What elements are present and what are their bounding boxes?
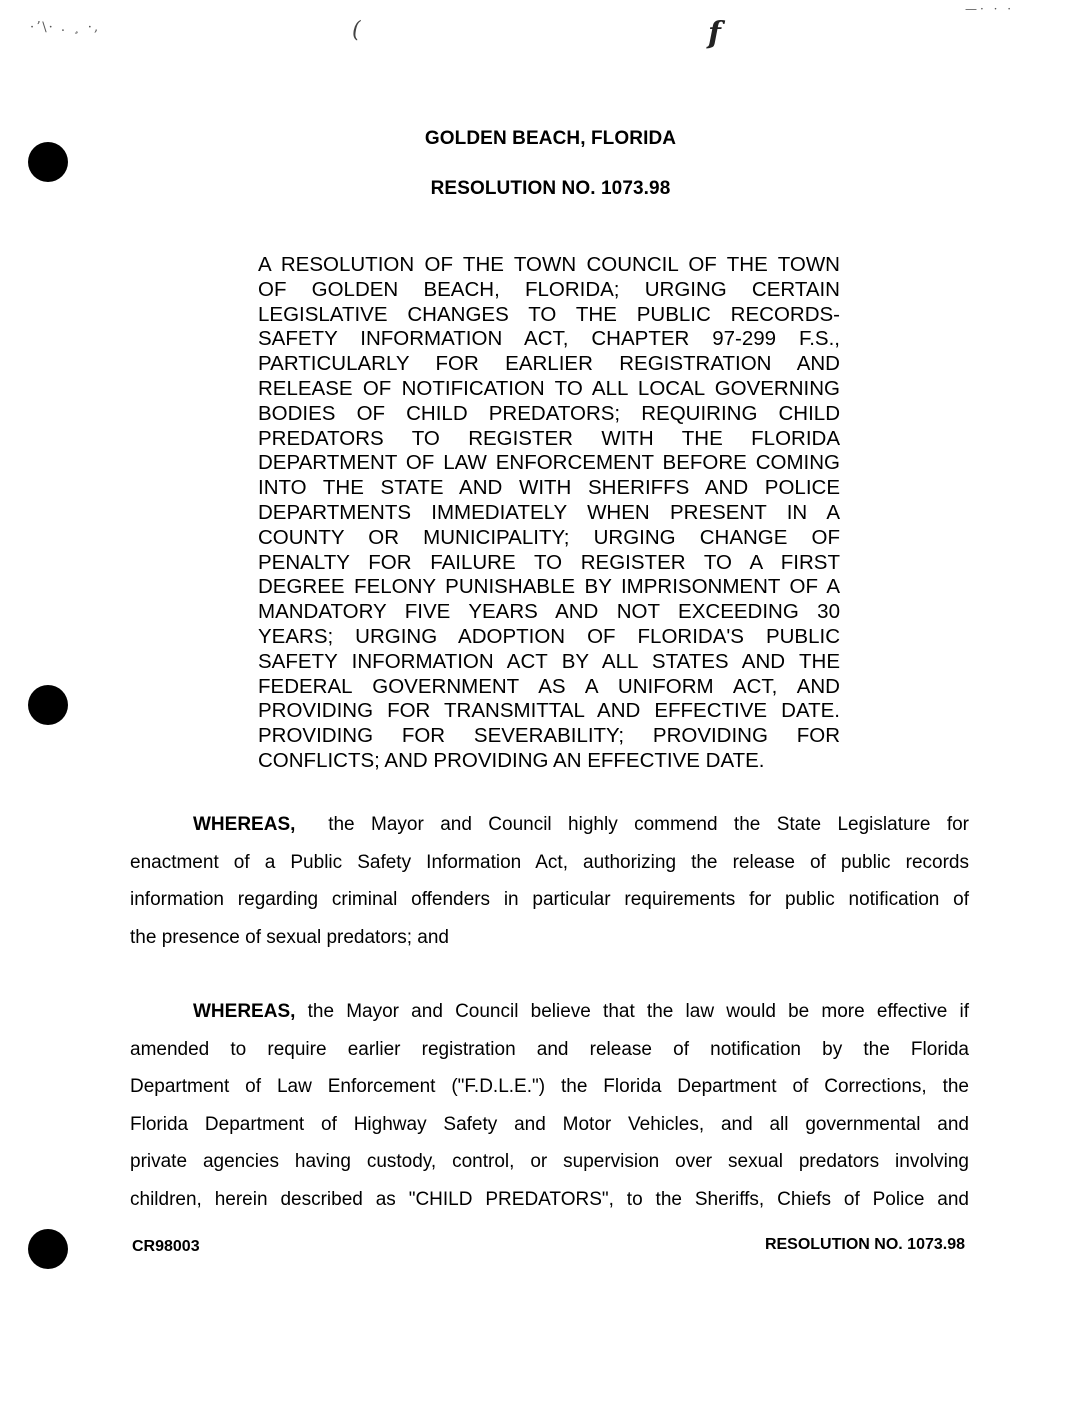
city-heading: GOLDEN BEACH, FLORIDA — [424, 128, 677, 149]
title-line: SAFETY INFORMATION ACT BY ALL STATES AND THE — [258, 649, 840, 673]
whereas-lead: WHEREAS, — [193, 1001, 296, 1022]
scan-artifact: ( — [352, 18, 361, 43]
paragraph-line: Department of Law Enforcement ("F.D.L.E.") the Florida Department of Corrections, the — [130, 1076, 969, 1097]
title-line: PROVIDING FOR TRANSMITTAL AND EFFECTIVE DATE. — [258, 699, 840, 723]
resolution-number-heading: RESOLUTION NO. 1073.98 — [430, 178, 671, 199]
paragraph-line: enactment of a Public Safety Information Act, authorizing the release of public records — [130, 851, 969, 873]
punch-hole-icon — [28, 685, 68, 725]
resolution-title-block — [258, 253, 840, 774]
title-line: SAFETY INFORMATION ACT, CHAPTER 97-299 F.S., — [258, 327, 840, 351]
scan-artifact: f — [708, 16, 721, 51]
title-line: LEGISLATIVE CHANGES TO THE PUBLIC RECORDS- — [258, 302, 840, 326]
paragraph-line: information regarding criminal offenders in particular requirements for public notification of — [130, 889, 969, 910]
paragraph-line: private agencies having custody, control, or supervision over sexual predators involving — [130, 1151, 969, 1172]
title-line: PROVIDING FOR SEVERABILITY; PROVIDING FOR — [258, 724, 840, 748]
footer-doc-code: CR98003 — [132, 1238, 200, 1255]
title-line: PARTICULARLY FOR EARLIER REGISTRATION AND — [258, 352, 840, 376]
title-line: PENALTY FOR FAILURE TO REGISTER TO A FIRST — [258, 550, 840, 574]
title-line: FEDERAL GOVERNMENT AS A UNIFORM ACT, AND — [258, 674, 840, 698]
title-line: MANDATORY FIVE YEARS AND NOT EXCEEDING 30 — [258, 600, 840, 624]
title-line: CONFLICTS; AND PROVIDING AN EFFECTIVE DATE. — [258, 748, 765, 772]
whereas-paragraph — [130, 993, 969, 1218]
title-line: BODIES OF CHILD PREDATORS; REQUIRING CHILD — [258, 401, 840, 425]
title-line: DEGREE FELONY PUNISHABLE BY IMPRISONMENT OF A — [258, 575, 840, 599]
scan-artifact: ·ʼ\· . ¸ ·, — [30, 20, 101, 35]
paragraph-line: Florida Department of Highway Safety and Motor Vehicles, and all governmental and — [130, 1113, 969, 1135]
paragraph-line — [130, 993, 969, 1031]
title-line: DEPARTMENTS IMMEDIATELY WHEN PRESENT IN A — [258, 500, 840, 524]
title-line: A RESOLUTION OF THE TOWN COUNCIL OF THE TOWN — [258, 253, 840, 276]
title-line: PREDATORS TO REGISTER WITH THE FLORIDA — [258, 426, 840, 450]
whereas-paragraph — [130, 806, 969, 956]
title-line: INTO THE STATE AND WITH SHERIFFS AND POLICE — [258, 476, 840, 500]
scan-artifact: —· · · — [965, 2, 1015, 16]
paragraph-line: the presence of sexual predators; and — [130, 926, 449, 948]
title-line: RELEASE OF NOTIFICATION TO ALL LOCAL GOVERNING — [258, 376, 840, 400]
paragraph-text: the Mayor and Council believe that the law would be more effective if — [295, 1001, 969, 1022]
paragraph-text: the Mayor and Council highly commend the State Legislature for — [295, 814, 969, 835]
paragraph-line: children, herein described as "CHILD PREDATORS", to the Sheriffs, Chiefs of Police and — [130, 1188, 969, 1210]
punch-hole-icon — [28, 1229, 68, 1269]
footer-resolution-number: RESOLUTION NO. 1073.98 — [764, 1236, 965, 1253]
paragraph-line — [130, 806, 969, 844]
paragraph-line: amended to require earlier registration and release of notification by the Florida — [130, 1038, 969, 1060]
whereas-lead: WHEREAS, — [193, 814, 296, 835]
title-line: OF GOLDEN BEACH, FLORIDA; URGING CERTAIN — [258, 277, 840, 301]
title-line: DEPARTMENT OF LAW ENFORCEMENT BEFORE COMING — [258, 451, 840, 475]
title-line: COUNTY OR MUNICIPALITY; URGING CHANGE OF — [258, 525, 840, 549]
title-line: YEARS; URGING ADOPTION OF FLORIDA'S PUBLIC — [258, 624, 840, 648]
